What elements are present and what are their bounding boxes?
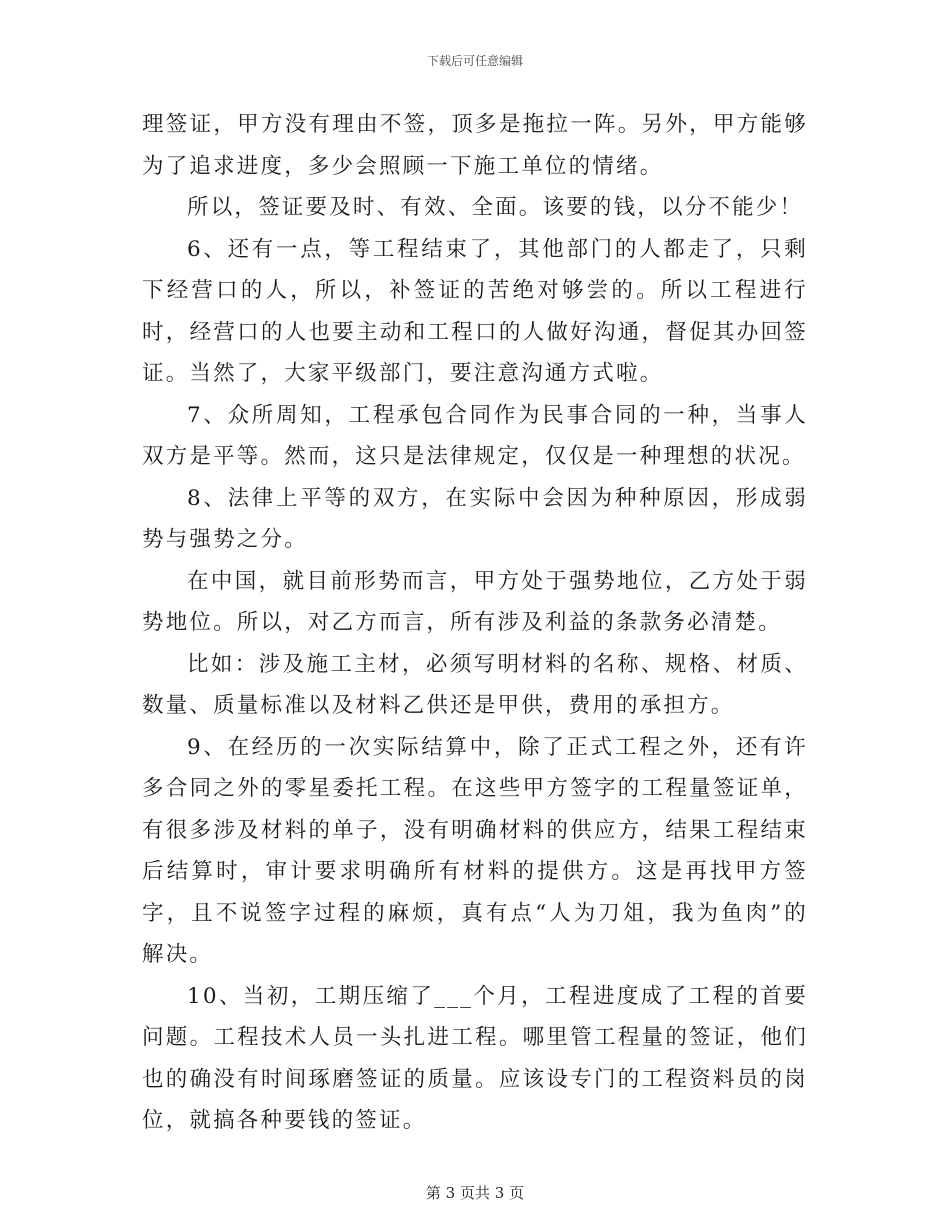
paragraph-item-7: 7、众所周知，工程承包合同作为民事合同的一种，当事人双方是平等。然而，这只是法律规定，仅仅是一种理想的状况。 [142,402,808,469]
document-body [142,104,808,1142]
page-footer: 第 3 页共 3 页 [425,1184,525,1202]
paragraph-item-10: 10、当初，工期压缩了___个月，工程进度成了工程的首要问题。工程技术人员一头扎进工程。哪里管工程量的签证，他们也的确没有时间琢磨签证的质量。应该设专门的工程资料员的岗位，就搞各种要钱的签证。 [142,983,808,1133]
paragraph-item-6: 6、还有一点，等工程结束了，其他部门的人都走了，只剩下经营口的人，所以，补签证的苦绝对够尝的。所以工程进行时，经营口的人也要主动和工程口的人做好沟通，督促其办回签证。当然了，大家平级部门，要注意沟通方式啦。 [142,236,808,386]
paragraph-item-8: 8、法律上平等的双方，在实际中会因为种种原因，形成弱势与强势之分。 [142,485,808,552]
paragraph-continuation: 理签证，甲方没有理由不签，顶多是拖拉一阵。另外，甲方能够为了追求进度，多少会照顾一下施工单位的情绪。 [142,112,808,179]
paragraph: 在中国，就目前形势而言，甲方处于强势地位，乙方处于弱势地位。所以，对乙方而言，所有涉及利益的条款务必清楚。 [142,568,808,635]
paragraph: 所以，签证要及时、有效、全面。该要的钱，以分不能少！ [187,195,804,220]
page-header: 下载后可任意编辑 [426,54,523,68]
paragraph-item-9: 9、在经历的一次实际结算中，除了正式工程之外，还有许多合同之外的零星委托工程。在这些甲方签字的工程量签证单，有很多涉及材料的单子，没有明确材料的供应方，结果工程结束后结算时，审计要求明确所有材料的提供方。这是再找甲方签字，且不说签字过程的麻烦，真有点“人为刀俎，我为鱼肉”的解决。 [142,734,808,967]
paragraph: 比如：涉及施工主材，必须写明材料的名称、规格、材质、数量、质量标准以及材料乙供还是甲供，费用的承担方。 [142,651,808,718]
